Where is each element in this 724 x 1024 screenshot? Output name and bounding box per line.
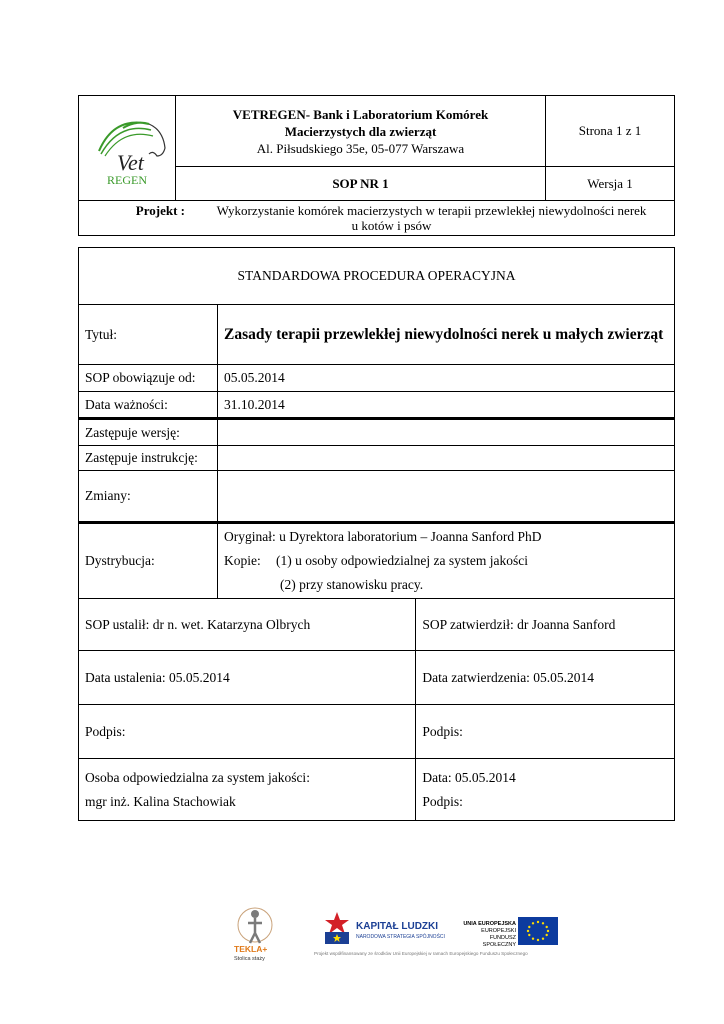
- approved-date: Data zatwierdzenia: 05.05.2014: [416, 651, 675, 705]
- kl-title: KAPITAŁ LUDZKI: [356, 921, 439, 932]
- kapital-ludzki-emblem: [323, 910, 351, 946]
- org-name-line1: VETREGEN- Bank i Laboratorium Komórek: [232, 106, 489, 122]
- tekla-sub-text: Stolica staży: [234, 956, 265, 961]
- distribution-value: [218, 523, 675, 599]
- sop-number: SOP NR 1: [176, 167, 546, 201]
- eu-flag-icon: [518, 917, 558, 945]
- changes-value: [218, 471, 675, 523]
- document-header: [78, 95, 675, 236]
- established-by: SOP ustalił: dr n. wet. Katarzyna Olbrych: [79, 599, 416, 651]
- eu-text: [462, 921, 516, 949]
- page-number: Strona 1 z 1: [546, 96, 675, 167]
- signature-right: Podpis:: [416, 705, 675, 759]
- replaces-version-label: Zastępuje wersję:: [79, 419, 218, 446]
- org-name-line2: Macierzystych dla zwierząt: [284, 123, 437, 139]
- kl-sub: NARODOWA STRATEGIA SPÓJNOŚCI: [356, 934, 445, 940]
- replaces-version-value: [218, 419, 675, 446]
- cofinancing-note: Projekt współfinansowany ze środków Unii Europejskiej w ramach Europejskiego Funduszu Społecznego: [314, 951, 528, 956]
- established-date: Data ustalenia: 05.05.2014: [79, 651, 416, 705]
- eu-line3: FUNDUSZ SPOŁECZNY: [482, 935, 516, 948]
- distribution-original: Oryginał: u Dyrektora laboratorium – Joanna Sanford PhD: [224, 529, 542, 544]
- logo-regen-text: REGEN: [107, 173, 147, 187]
- distribution-copies-label: Kopie:: [224, 553, 261, 568]
- project-line2: u kotów i psów: [351, 218, 432, 233]
- title-value: Zasady terapii przewlekłej niewydolności nerek u małych zwierząt: [218, 305, 675, 365]
- project-line1: Wykorzystanie komórek macierzystych w terapii przewlekłej niewydolności nerek: [216, 203, 647, 218]
- title-label: Tytuł:: [79, 305, 218, 365]
- distribution-copy2: (2) przy stanowisku pracy.: [280, 577, 424, 592]
- quality-date-cell: [416, 759, 675, 821]
- logo-cell: [79, 96, 176, 201]
- doc-type: STANDARDOWA PROCEDURA OPERACYJNA: [79, 248, 675, 305]
- project-label: Projekt :: [135, 203, 185, 218]
- approved-by: SOP zatwierdził: dr Joanna Sanford: [416, 599, 675, 651]
- quality-person-name: mgr inż. Kalina Stachowiak: [85, 793, 236, 809]
- quality-person-label: Osoba odpowiedzialna za system jakości:: [85, 769, 310, 785]
- vetregen-logo: [79, 96, 175, 196]
- changes-label: Zmiany:: [79, 471, 218, 523]
- eu-line2: EUROPEJSKI: [481, 928, 516, 934]
- logo-vet-text: Vet: [117, 150, 144, 175]
- tekla-logo: [232, 905, 278, 961]
- distribution-copy1: (1) u osoby odpowiedzialnej za system jakości: [276, 553, 528, 568]
- signature-left: Podpis:: [79, 705, 416, 759]
- quality-person-cell: [79, 759, 416, 821]
- distribution-label: Dystrybucja:: [79, 523, 218, 599]
- quality-signature: Podpis:: [422, 793, 463, 809]
- quality-date: Data: 05.05.2014: [422, 769, 516, 785]
- sop-details-table: [78, 247, 675, 821]
- project-cell: [79, 201, 675, 236]
- eu-line1: UNIA EUROPEJSKA: [463, 921, 516, 927]
- replaces-instruction-value: [218, 446, 675, 471]
- tekla-text: TEKLA+: [234, 944, 268, 954]
- valid-from-label: SOP obowiązuje od:: [79, 365, 218, 392]
- expiry-label: Data ważności:: [79, 392, 218, 419]
- expiry-value: 31.10.2014: [218, 392, 675, 419]
- org-cell: [176, 96, 546, 167]
- version: Wersja 1: [546, 167, 675, 201]
- org-address: Al. Piłsudskiego 35e, 05-077 Warszawa: [256, 140, 465, 156]
- valid-from-value: 05.05.2014: [218, 365, 675, 392]
- replaces-instruction-label: Zastępuje instrukcję:: [79, 446, 218, 471]
